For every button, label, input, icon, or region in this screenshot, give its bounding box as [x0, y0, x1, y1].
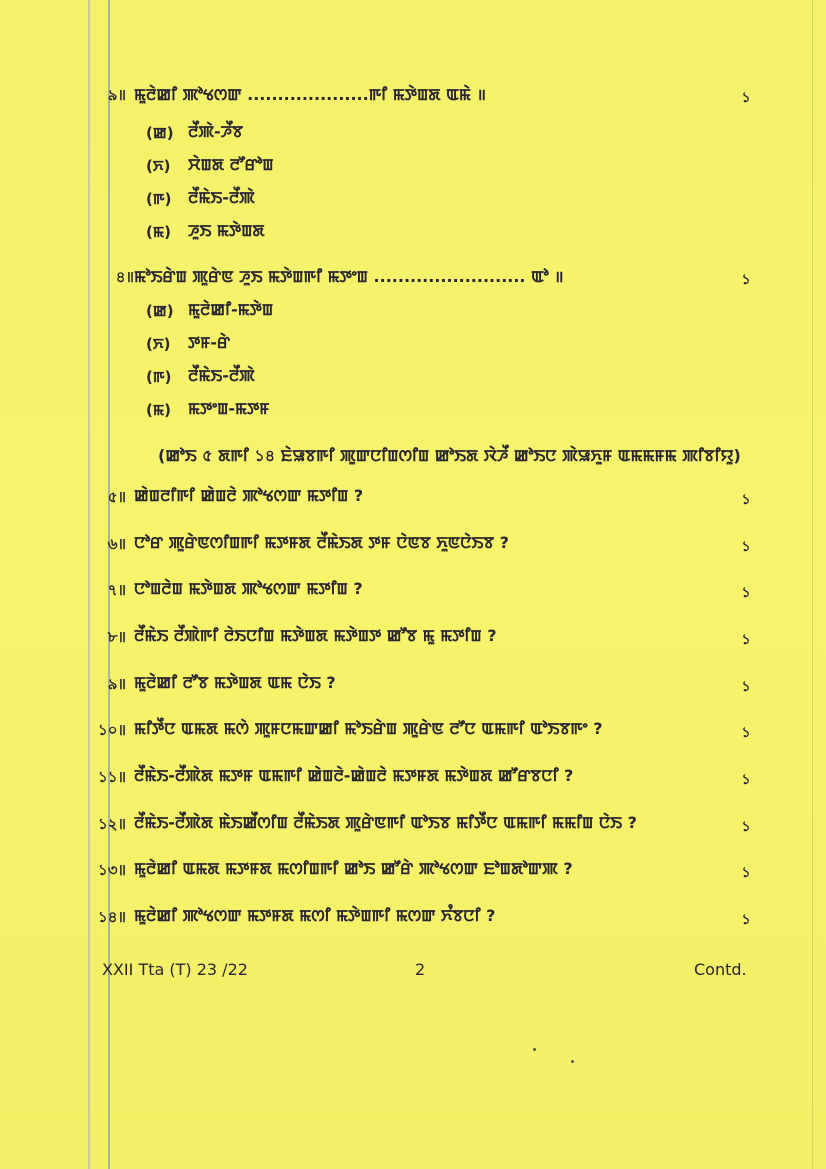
question-marks: ১: [741, 679, 751, 695]
option-row: [0, 184, 826, 214]
question-row: [0, 669, 826, 699]
option-row: [0, 329, 826, 359]
question-text: ꯅꯣꯔ ꯄꯨꯔꯥꯟꯁꯤꯡꯒꯤ ꯃꯇꯝꯗ ꯂꯩꯃꯥꯏꯗ ꯇꯝ ꯅꯥꯟꯕ ꯈꯨꯟꯅꯥꯏꯕ ?: [134, 533, 509, 552]
question-text: ꯂꯩꯃꯥꯏ ꯂꯩꯄꯥꯒꯤ ꯂꯥꯏꯅꯤꯡ ꯃꯇꯥꯡꯗ ꯃꯇꯥꯡꯇ ꯀꯧꯕ ꯃꯨ ꯃꯇꯤꯡ ?: [134, 626, 497, 645]
question-number: ১০॥: [98, 721, 126, 739]
question-text: ꯃꯤꯇꯩꯅ ꯑꯃꯗ ꯃꯁꯥ ꯄꯨꯝꯅꯃꯛꯀꯤ ꯃꯣꯏꯔꯥꯡ ꯄꯨꯔꯥꯟ ꯂꯧꯅ ꯑꯃꯒꯤ ꯑꯣꯏꯕꯒꯦ ?: [134, 719, 603, 738]
option-label: (ꯈ): [146, 335, 171, 353]
question-row: [0, 575, 826, 605]
option-label: (ꯀ): [146, 124, 174, 142]
question-number: ১২॥: [98, 815, 126, 833]
question-marks: ১: [741, 492, 751, 508]
option-row: [0, 395, 826, 425]
option-label: (ꯀ): [146, 302, 174, 320]
question-marks: ১: [741, 90, 751, 106]
page-number: 2: [415, 960, 426, 979]
question-number: ১৪॥: [98, 908, 126, 926]
question-text: ꯅꯣꯡꯂꯥꯡ ꯃꯇꯥꯡꯗ ꯄꯣꯠꯁꯛ ꯃꯇꯤꯡ ?: [134, 579, 363, 598]
question-marks: ১: [741, 725, 751, 741]
question-marks: ১: [741, 912, 751, 928]
question-row: [0, 715, 826, 745]
speck: [571, 1060, 574, 1063]
question-text: ꯃꯨꯂꯥꯀꯤ ꯂꯧꯕ ꯃꯇꯥꯡꯗ ꯑꯃ ꯅꯥꯏ ?: [134, 673, 336, 692]
question-row: [0, 809, 826, 839]
question-text: ꯂꯩꯃꯥꯏ-ꯂꯩꯄꯥꯗ ꯃꯇꯝ ꯑꯃꯒꯤ ꯀꯥꯡꯂꯥ-ꯀꯥꯡꯂꯥ ꯃꯇꯝꯗ ꯃꯇꯥꯡꯗ ꯀꯧꯔꯕꯅꯤ ?: [134, 766, 574, 785]
question-number: ৬॥: [107, 535, 126, 553]
question-row: [0, 482, 826, 512]
question-row: [0, 902, 826, 932]
question-row: [0, 762, 826, 792]
option-row: [0, 118, 826, 148]
question-number: ৪॥: [115, 268, 134, 286]
question-marks: ১: [741, 772, 751, 788]
option-label: (ꯃ): [146, 223, 171, 241]
question-marks: ১: [741, 632, 751, 648]
instruction-row: [0, 440, 826, 470]
option-row: [0, 296, 826, 326]
option-text: ꯂꯩꯃꯥꯏ-ꯂꯩꯄꯥ: [188, 366, 255, 385]
question-number: ৭॥: [107, 581, 126, 599]
option-text: ꯆꯥꯡꯗ ꯂꯧꯔꯣꯡ: [188, 155, 274, 174]
question-text: ꯃꯨꯂꯥꯀꯤ ꯄꯣꯠꯁꯛ ꯃꯇꯝꯗ ꯃꯁꯤ ꯃꯇꯥꯡꯒꯤ ꯃꯁꯛ ꯈꯪꯕꯅꯤ ?: [134, 906, 496, 925]
question-row: [0, 855, 826, 885]
option-label: (ꯈ): [146, 157, 171, 175]
option-text: ꯃꯨꯂꯥꯀꯤ-ꯃꯇꯥꯡ: [188, 300, 274, 319]
option-label: (ꯒ): [146, 368, 172, 386]
question-number: ৯॥: [107, 675, 126, 693]
question-marks: ১: [741, 865, 751, 881]
question-row: [0, 529, 826, 559]
option-text: ꯇꯝ-ꯔꯥ: [188, 333, 231, 352]
question-13: [0, 80, 826, 110]
speck: [533, 1048, 536, 1051]
option-row: [0, 151, 826, 181]
question-number: ৫॥: [107, 488, 126, 506]
option-row: [0, 217, 826, 247]
question-text: ꯂꯩꯃꯥꯏ-ꯂꯩꯄꯥꯗ ꯃꯥꯏꯀꯩꯁꯤꯡ ꯂꯩꯃꯥꯏꯗ ꯄꯨꯔꯥꯟꯒꯤ ꯑꯣꯏꯕ ꯃꯤꯇꯩꯅ ꯑꯃꯒꯤ ꯃꯃꯤꯡ ꯅꯥꯏ ?: [134, 813, 637, 832]
question-marks: ১: [741, 819, 751, 835]
question-marks: ১: [741, 539, 751, 555]
instruction-text: (ꯀꯣꯏ ৫ ꯗꯒꯤ ১৪ ꯐꯥꯎꯕꯒꯤ ꯄꯨꯛꯅꯤꯡꯁꯤꯡ ꯀꯣꯏꯗ ꯋꯥꯍꯩ ꯀꯣꯏꯅ ꯄꯥꯎꯈꯨꯝ ꯑꯃꯃꯝꯃ ꯄꯤꯕꯤꯌꯨ): [158, 446, 741, 465]
question-text: ꯃꯨꯂꯥꯀꯤ ꯄꯣꯠꯁꯛ ....................ꯒꯤ ꯃꯇꯥꯡꯗ ꯑꯃꯥ ॥: [134, 85, 487, 104]
option-row: [0, 362, 826, 392]
option-label: (ꯒ): [146, 190, 172, 208]
question-number: ১৩॥: [98, 861, 126, 879]
question-number: ৯॥: [107, 86, 126, 104]
question-number: ৮॥: [107, 628, 126, 646]
option-label: (ꯃ): [146, 401, 171, 419]
option-text: ꯂꯩꯄꯥ-ꯍꯩꯕ: [188, 122, 243, 141]
question-number: ১১॥: [98, 768, 126, 786]
question-text: ꯃꯨꯂꯥꯀꯤ ꯑꯃꯗ ꯃꯇꯝꯗ ꯃꯁꯤꯡꯒꯤ ꯀꯣꯏ ꯀꯧꯔꯥ ꯄꯣꯠꯁꯛ ꯐꯣꯡꯗꯣꯛꯄ ?: [134, 859, 573, 878]
paper-code: XXII Tta (T) 23 /22: [102, 960, 248, 979]
question-row: [0, 622, 826, 652]
continued-label: Contd.: [694, 960, 747, 979]
question-14: [0, 262, 826, 292]
question-text: ꯀꯥꯡꯂꯤꯒꯤ ꯀꯥꯡꯂꯥ ꯄꯣꯠꯁꯛ ꯃꯇꯤꯡ ?: [134, 486, 364, 505]
option-text: ꯂꯩꯃꯥꯏ-ꯂꯩꯄꯥ: [188, 188, 255, 207]
question-marks: ১: [741, 272, 751, 288]
option-text: ꯍꯨꯏ ꯃꯇꯥꯡꯗ: [188, 221, 265, 240]
question-marks: ১: [741, 585, 751, 601]
question-text: ꯃꯣꯏꯔꯥꯡ ꯄꯨꯔꯥꯟ ꯍꯨꯏ ꯃꯇꯥꯡꯒꯤ ꯃꯇꯦꯡ ......................... ꯑꯣ ॥: [134, 267, 564, 286]
page-footer: [0, 960, 826, 984]
option-text: ꯃꯇꯦꯡ-ꯃꯇꯝ: [188, 399, 270, 418]
